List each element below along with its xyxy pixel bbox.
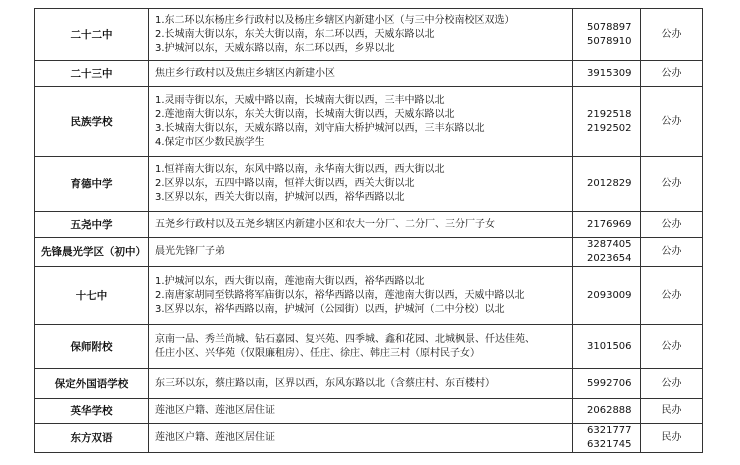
phone-number: 5992706 — [587, 377, 632, 389]
district-area-line: 五尧乡行政村以及五尧乡辖区内新建小区和农大一分厂、二分厂、三分厂子女 — [155, 218, 495, 230]
phone-number: 5078910 — [587, 35, 632, 47]
table-row — [35, 212, 703, 238]
phone-cell — [573, 325, 641, 369]
district-area-cell — [149, 369, 573, 399]
school-type: 公办 — [641, 325, 703, 369]
district-area-line: 2.长城南大街以东，东关大街以南，东二环以西，天威东路以北 — [155, 28, 435, 40]
phone-number: 2192518 — [587, 108, 632, 120]
phone-number: 5078897 — [587, 21, 632, 33]
table-body — [35, 9, 703, 453]
district-area-cell — [149, 87, 573, 157]
table-row — [35, 325, 703, 369]
phone-number: 6321745 — [587, 439, 632, 450]
phone-cell — [573, 61, 641, 87]
phone-cell — [573, 238, 641, 267]
phone-number: 2176969 — [587, 218, 632, 230]
district-area-line: 3.护城河以东，天威东路以南，东二环以西，乡界以北 — [155, 42, 395, 54]
table-row — [35, 369, 703, 399]
district-area-cell — [149, 325, 573, 369]
table-row — [35, 87, 703, 157]
phone-cell — [573, 267, 641, 325]
school-name: 五尧中学 — [35, 212, 149, 238]
phone-cell — [573, 399, 641, 424]
district-area-line: 1.灵雨寺街以东，天威中路以南，长城南大街以西，三丰中路以北 — [155, 94, 445, 106]
district-area-line: 莲池区户籍、莲池区居住证 — [155, 405, 275, 416]
district-area-cell — [149, 61, 573, 87]
district-area-cell — [149, 238, 573, 267]
school-type: 公办 — [641, 267, 703, 325]
district-area-line: 3.区界以东，裕华西路以南，护城河（公园街）以西，护城河（二中分校）以北 — [155, 303, 505, 315]
district-area-line: 4.保定市区少数民族学生 — [155, 136, 265, 148]
school-type: 公办 — [641, 238, 703, 267]
district-area-line: 晨光先锋厂子弟 — [155, 246, 225, 257]
district-area-line: 莲池区户籍、莲池区居住证 — [155, 432, 275, 443]
district-area-line: 1.恒祥南大街以东，东风中路以南，永华南大街以西，西大街以北 — [155, 164, 445, 175]
phone-number: 2192502 — [587, 122, 632, 134]
phone-number: 2062888 — [587, 405, 632, 416]
district-area-cell — [149, 9, 573, 61]
phone-number: 2093009 — [587, 289, 632, 301]
school-name: 英华学校 — [35, 399, 149, 424]
table-row — [35, 9, 703, 61]
table-row — [35, 157, 703, 212]
district-area-cell — [149, 399, 573, 424]
phone-number: 3101506 — [587, 340, 632, 352]
district-area-line: 京南一品、秀兰尚城、钻石嘉园、复兴苑、四季城、鑫和花园、北城枫景、仟达佳苑、 — [155, 333, 535, 345]
table-row — [35, 238, 703, 267]
table-row — [35, 61, 703, 87]
district-area-cell — [149, 212, 573, 238]
school-name: 先锋晨光学区（初中） — [35, 238, 149, 267]
district-area-line: 3.长城南大街以东，天威东路以南，刘守庙大桥护城河以西，三丰东路以北 — [155, 122, 485, 134]
school-name: 二十二中 — [35, 9, 149, 61]
school-type: 民办 — [641, 399, 703, 424]
district-area-cell — [149, 267, 573, 325]
school-type: 公办 — [641, 369, 703, 399]
district-area-line: 1.东二环以东杨庄乡行政村以及杨庄乡辖区内新建小区（与三中分校南校区双选） — [155, 14, 515, 26]
school-name: 育德中学 — [35, 157, 149, 212]
district-area-line: 东三环以东，蔡庄路以南，区界以西，东风东路以北（含蔡庄村、东百楼村） — [155, 377, 495, 389]
table-row — [35, 267, 703, 325]
district-area-line: 焦庄乡行政村以及焦庄乡辖区内新建小区 — [155, 67, 335, 79]
school-type: 民办 — [641, 424, 703, 453]
phone-cell — [573, 212, 641, 238]
district-area-line: 2.南唐家胡同至铁路将军庙街以东，裕华西路以南，莲池南大街以西，天威中路以北 — [155, 289, 525, 301]
phone-cell — [573, 157, 641, 212]
school-type: 公办 — [641, 87, 703, 157]
district-area-cell — [149, 424, 573, 453]
phone-number: 2023654 — [587, 253, 632, 264]
district-area-line: 3.区界以东，西关大街以南，护城河以西，裕华西路以北 — [155, 192, 405, 203]
district-area-line: 任庄小区、兴华苑（仅限廉租房）、任庄、徐庄、韩庄三村（原村民子女） — [155, 347, 480, 359]
phone-cell — [573, 9, 641, 61]
table-row — [35, 424, 703, 453]
school-type: 公办 — [641, 61, 703, 87]
district-area-line: 1.护城河以东，西大街以南，莲池南大街以西，裕华西路以北 — [155, 275, 425, 287]
phone-cell — [573, 369, 641, 399]
school-district-table — [34, 8, 703, 453]
phone-number: 3287405 — [587, 239, 632, 250]
phone-number: 3915309 — [587, 67, 632, 79]
phone-number: 6321777 — [587, 425, 632, 436]
school-name: 东方双语 — [35, 424, 149, 453]
school-type: 公办 — [641, 9, 703, 61]
school-name: 二十三中 — [35, 61, 149, 87]
school-name: 民族学校 — [35, 87, 149, 157]
phone-cell — [573, 87, 641, 157]
school-name: 十七中 — [35, 267, 149, 325]
school-name: 保定外国语学校 — [35, 369, 149, 399]
district-area-cell — [149, 157, 573, 212]
district-area-line: 2.莲池南大街以东，东关大街以南，长城南大街以西，天威东路以北 — [155, 108, 455, 120]
school-type: 公办 — [641, 157, 703, 212]
district-area-line: 2.区界以东，五四中路以南，恒祥大街以西，西关大街以北 — [155, 178, 415, 189]
phone-number: 2012829 — [587, 178, 632, 189]
table-row — [35, 399, 703, 424]
school-type: 公办 — [641, 212, 703, 238]
phone-cell — [573, 424, 641, 453]
school-name: 保师附校 — [35, 325, 149, 369]
